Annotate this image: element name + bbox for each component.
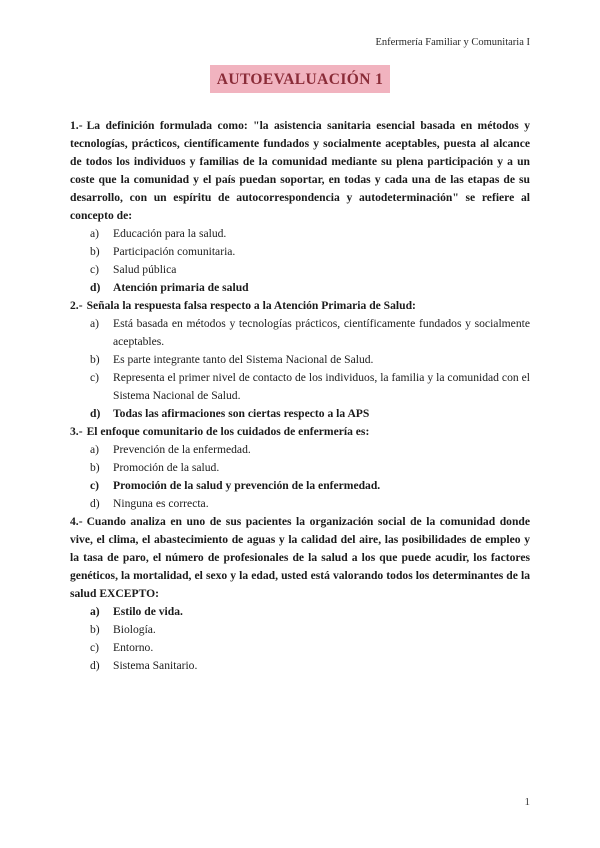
option-2c-letter: c)	[90, 371, 100, 384]
option-4c-letter: c)	[90, 641, 100, 654]
question-2-number: 2.-	[70, 299, 83, 312]
question-4-options	[70, 603, 530, 675]
question-2-stem	[70, 297, 530, 315]
option-1c-text: Salud pública	[113, 263, 177, 276]
option-4b-letter: b)	[90, 623, 100, 636]
option-3d-letter: d)	[90, 497, 100, 510]
option-4d-text: Sistema Sanitario.	[113, 659, 198, 672]
option-2c-text: Representa el primer nivel de contacto de los individuos, la familia y la comunidad con el Sistema Nacional de Salud.	[113, 371, 530, 402]
question-4-number: 4.-	[70, 515, 83, 528]
option-3a-text: Prevención de la enfermedad.	[113, 443, 251, 456]
question-2-text: Señala la respuesta falsa respecto a la Atención Primaria de Salud:	[86, 299, 416, 312]
option-3a	[70, 441, 530, 459]
option-1d-letter: d)	[90, 281, 101, 294]
option-2a	[70, 315, 530, 351]
question-2	[70, 297, 530, 423]
question-1-text: La definición formulada como: "la asistencia sanitaria esencial basada en métodos y tecnologías, prácticos, científicamente fundados y socialmente aceptables, puesta al alcance de todos los individuos y familias de la comunidad mediante su plena participación y a un coste que la comunidad y el país puedan soportar, en todas y cada una de las etapas de su desarrollo, con un espíritu de autocorrespondencia y autodeterminación" se refiere al concepto de:	[70, 119, 530, 222]
option-1a	[70, 225, 530, 243]
option-3c-text: Promoción de la salud y prevención de la enfermedad.	[113, 479, 381, 492]
question-3-stem	[70, 423, 530, 441]
option-4d	[70, 657, 530, 675]
option-4b-text: Biología.	[113, 623, 156, 636]
option-1a-letter: a)	[90, 227, 100, 240]
option-4d-letter: d)	[90, 659, 100, 672]
option-2d-letter: d)	[90, 407, 101, 420]
option-1d	[70, 279, 530, 297]
option-3b	[70, 459, 530, 477]
option-2b-letter: b)	[90, 353, 100, 366]
question-3	[70, 423, 530, 513]
title-row	[70, 65, 530, 93]
option-3c-letter: c)	[90, 479, 100, 492]
option-2a-letter: a)	[90, 317, 100, 330]
option-1b	[70, 243, 530, 261]
option-1d-text: Atención primaria de salud	[113, 281, 249, 294]
question-1	[70, 117, 530, 297]
question-3-options	[70, 441, 530, 513]
option-1b-letter: b)	[90, 245, 100, 258]
option-1c-letter: c)	[90, 263, 100, 276]
question-3-text: El enfoque comunitario de los cuidados de enfermería es:	[86, 425, 370, 438]
option-2a-text: Está basada en métodos y tecnologías prácticos, científicamente fundados y socialmente aceptables.	[113, 317, 530, 348]
option-3b-letter: b)	[90, 461, 100, 474]
option-4a-text: Estilo de vida.	[113, 605, 183, 618]
question-4-stem	[70, 513, 530, 603]
option-2d-text: Todas las afirmaciones son ciertas respecto a la APS	[113, 407, 370, 420]
option-4c	[70, 639, 530, 657]
option-3d	[70, 495, 530, 513]
option-1c	[70, 261, 530, 279]
page-number: 1	[524, 796, 530, 808]
option-2c	[70, 369, 530, 405]
course-header: Enfermería Familiar y Comunitaria I	[375, 37, 530, 48]
option-4c-text: Entorno.	[113, 641, 154, 654]
question-2-options	[70, 315, 530, 423]
option-3a-letter: a)	[90, 443, 100, 456]
option-2b-text: Es parte integrante tanto del Sistema Nacional de Salud.	[113, 353, 374, 366]
option-4a	[70, 603, 530, 621]
question-3-number: 3.-	[70, 425, 83, 438]
option-3c	[70, 477, 530, 495]
option-3b-text: Promoción de la salud.	[113, 461, 220, 474]
option-2d	[70, 405, 530, 423]
option-1b-text: Participación comunitaria.	[113, 245, 236, 258]
question-1-stem	[70, 117, 530, 225]
question-1-number: 1.-	[70, 119, 83, 132]
option-4a-letter: a)	[90, 605, 100, 618]
option-2b	[70, 351, 530, 369]
question-1-options	[70, 225, 530, 297]
question-4	[70, 513, 530, 675]
option-3d-text: Ninguna es correcta.	[113, 497, 209, 510]
page-title: AUTOEVALUACIÓN 1	[210, 65, 390, 93]
option-1a-text: Educación para la salud.	[113, 227, 227, 240]
option-4b	[70, 621, 530, 639]
question-4-text: Cuando analiza en uno de sus pacientes la organización social de la comunidad donde vive, el clima, el abastecimiento de aguas y la calidad del aire, las posibilidades de empleo y la tasa de paro, el número de profesionales de la salud a los que puede acudir, los factores genéticos, la mortalidad, el sexo y la edad, usted está valorando todos los determinantes de la salud EXCEPTO:	[70, 515, 530, 600]
